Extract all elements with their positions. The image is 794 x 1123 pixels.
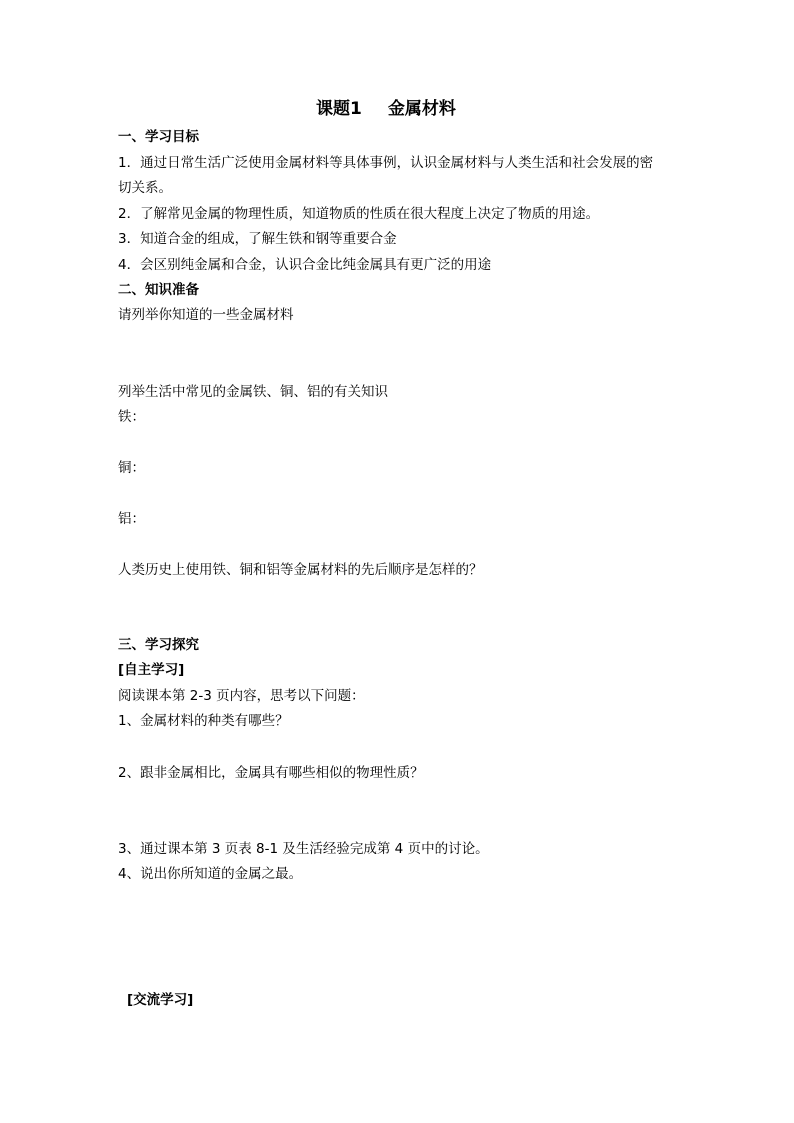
exchange-study-label: [交流学习] <box>127 992 194 1008</box>
goal-item-4: 4．会区别纯金属和合金，认识合金比纯金属具有更广泛的用途 <box>118 257 492 273</box>
goal-item-1: 1．通过日常生活广泛使用金属材料等具体事例，认识金属材料与人类生活和社会发展的密 <box>118 155 654 171</box>
explore-question-2: 2、跟非金属相比，金属具有哪些相似的物理性质？ <box>118 765 424 781</box>
section-heading-goals: 一、学习目标 <box>118 129 199 145</box>
reading-instruction: 阅读课本第 2-3 页内容，思考以下问题： <box>118 688 365 704</box>
goal-item-2: 2．了解常见金属的物理性质，知道物质的性质在很大程度上决定了物质的用途。 <box>118 206 600 222</box>
goal-item-1-cont: 切关系。 <box>118 180 172 196</box>
prep-question-3: 人类历史上使用铁、铜和铝等金属材料的先后顺序是怎样的？ <box>118 562 483 578</box>
prep-question-2: 列举生活中常见的金属铁、铜、铝的有关知识 <box>118 384 388 400</box>
lesson-number: 课题1 <box>316 99 362 119</box>
explore-question-3: 3、通过课本第 3 页表 8-1 及生活经验完成第 4 页中的讨论。 <box>118 841 489 857</box>
page-title <box>316 100 456 118</box>
lesson-name: 金属材料 <box>387 99 456 119</box>
label-iron: 铁： <box>118 409 145 425</box>
section-heading-prep: 二、知识准备 <box>118 282 199 298</box>
label-aluminum: 铝： <box>118 511 145 527</box>
goal-item-3: 3．知道合金的组成，了解生铁和钢等重要合金 <box>118 231 397 247</box>
self-study-label: [自主学习] <box>118 662 185 678</box>
explore-question-1: 1、金属材料的种类有哪些？ <box>118 713 289 729</box>
section-heading-explore: 三、学习探究 <box>118 637 199 653</box>
label-copper: 铜： <box>118 460 145 476</box>
prep-question-1: 请列举你知道的一些金属材料 <box>118 307 294 323</box>
explore-question-4: 4、说出你所知道的金属之最。 <box>118 866 303 882</box>
